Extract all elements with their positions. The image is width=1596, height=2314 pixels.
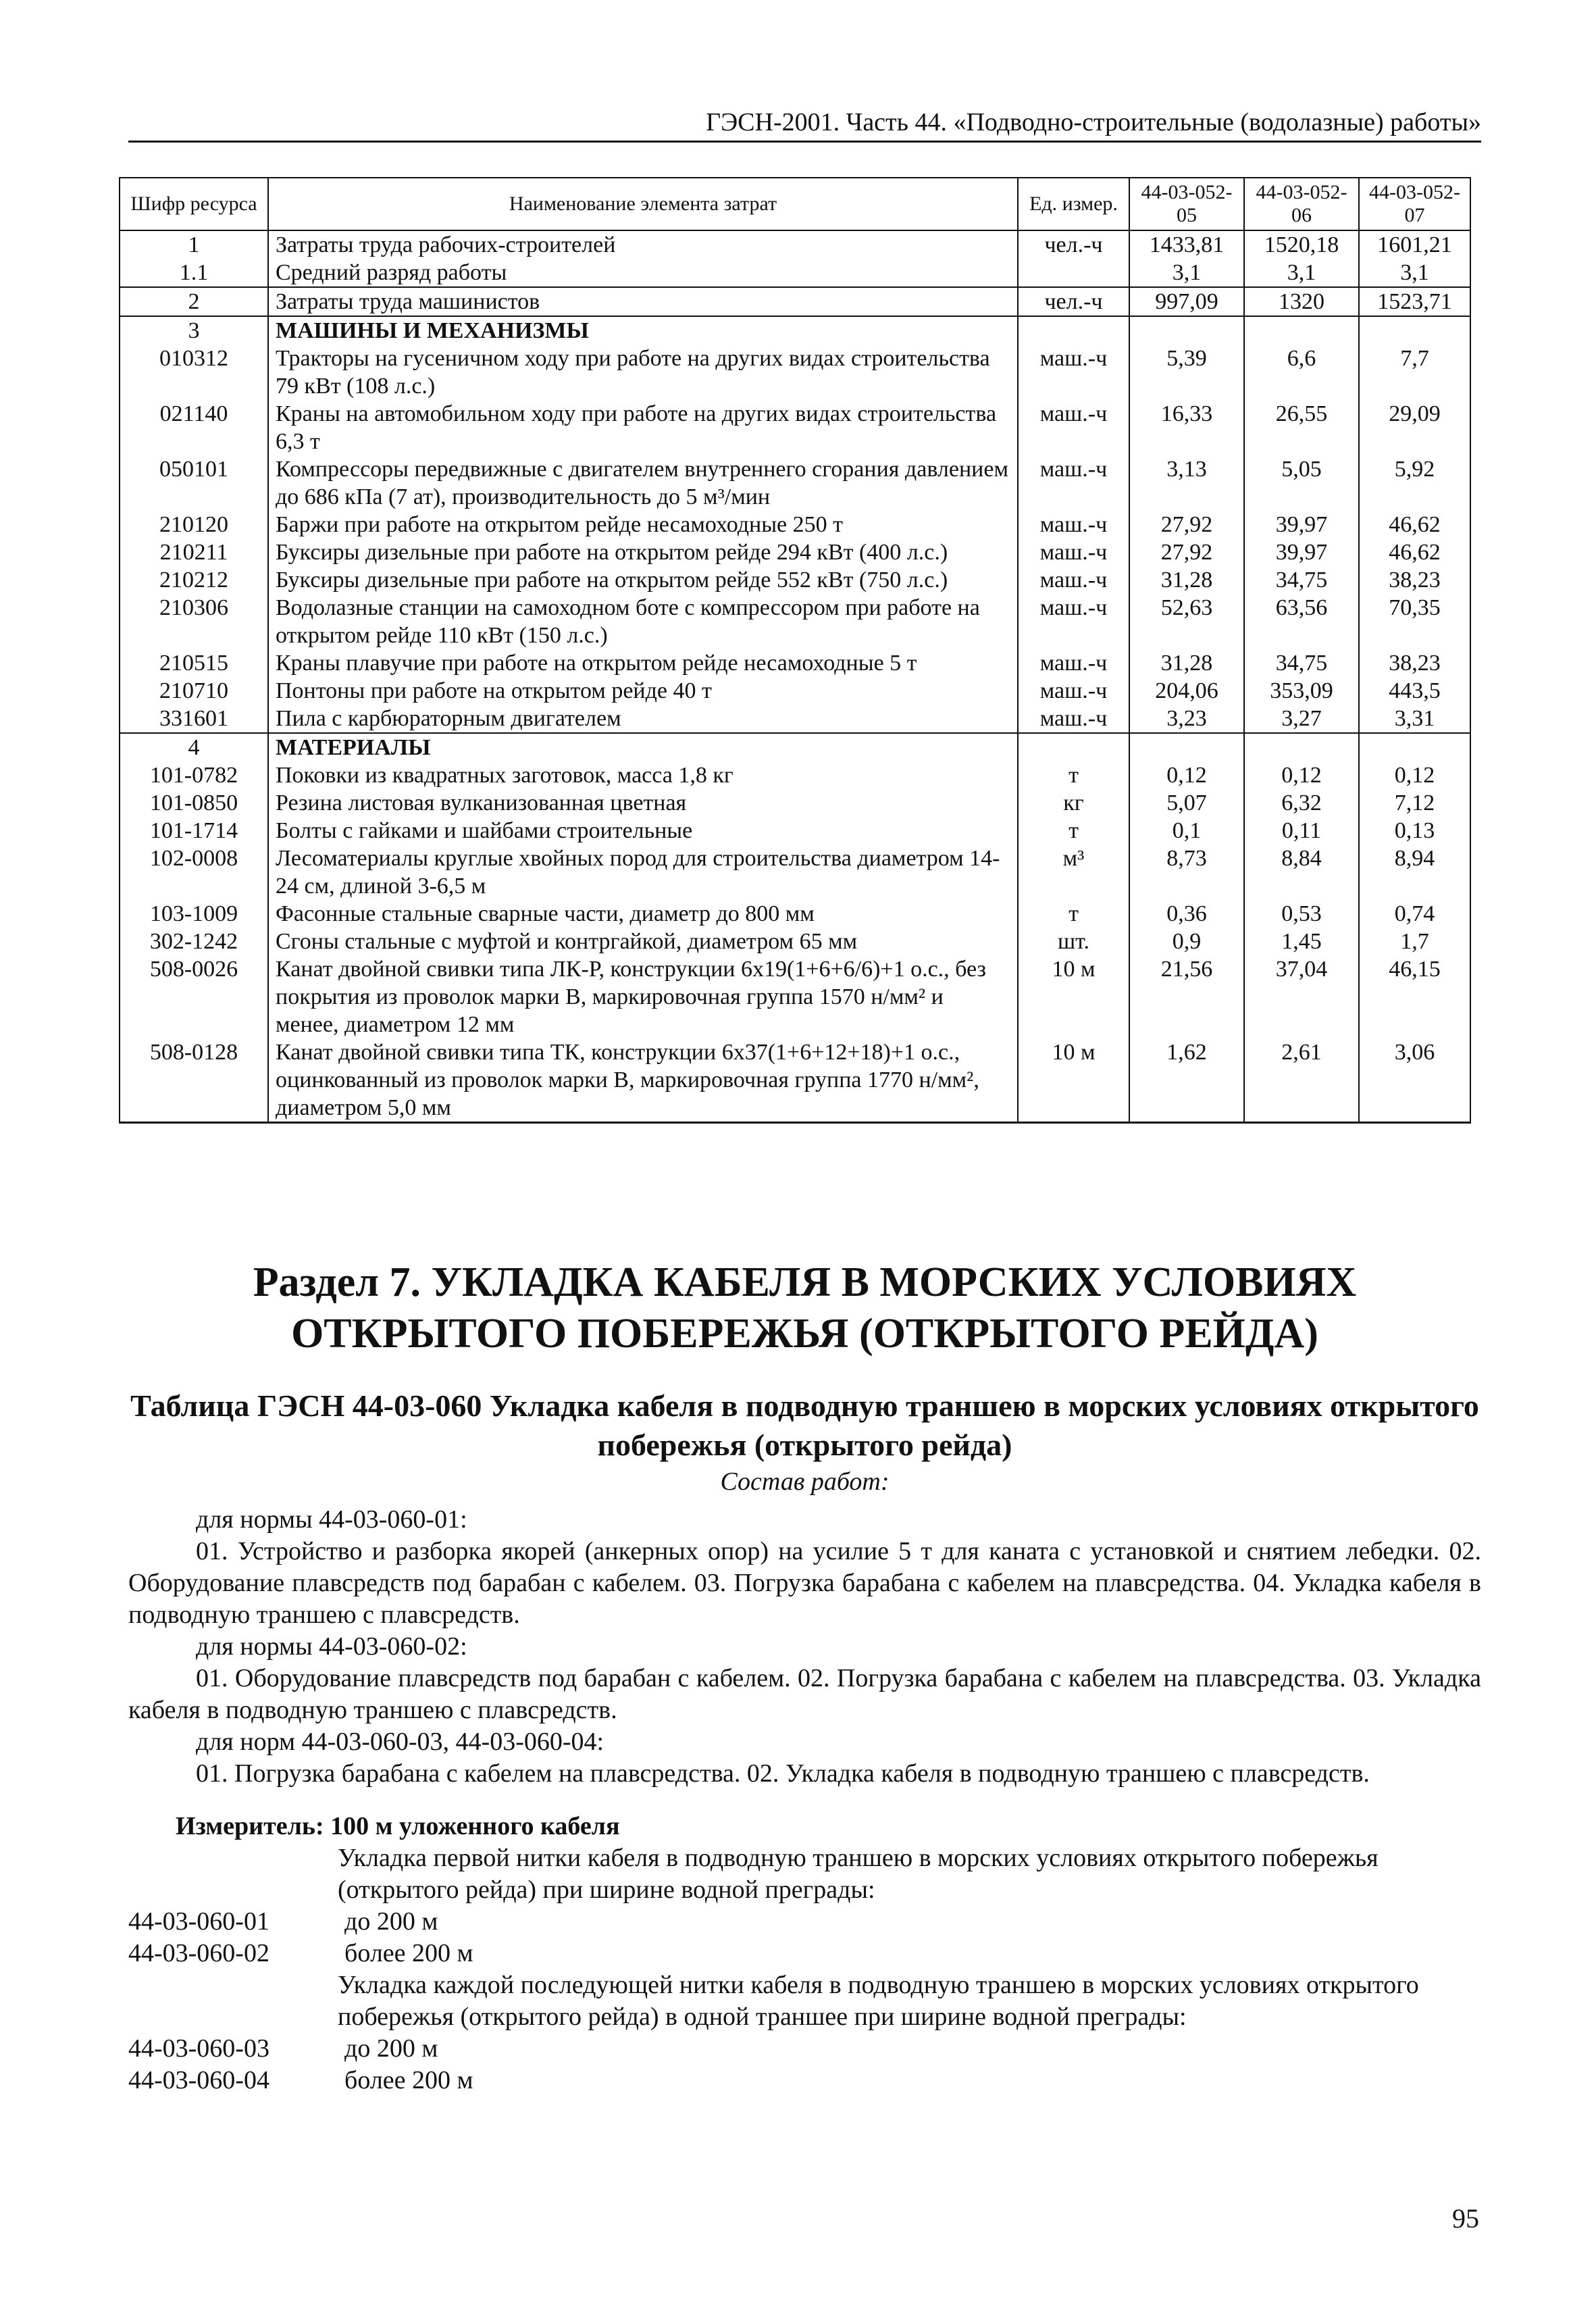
table-row — [120, 287, 1470, 316]
cell-v2 — [1244, 733, 1359, 761]
cell-code: 021140 — [120, 400, 268, 455]
norm-code-row — [128, 2033, 438, 2065]
cell-v1: 31,28 — [1129, 566, 1244, 594]
cell-v2: 39,97 — [1244, 511, 1359, 538]
cell-v1: 0,1 — [1129, 817, 1244, 845]
cell-v2: 1,45 — [1244, 928, 1359, 955]
table-row — [120, 594, 1470, 649]
header-col1: 44-03-052-05 — [1129, 178, 1244, 230]
table-row — [120, 845, 1470, 900]
cell-v1: 21,56 — [1129, 955, 1244, 1038]
cell-name: Буксиры дизельные при работе на открытом рейде 294 кВт (400 л.с.) — [268, 538, 1018, 566]
cell-v3: 38,23 — [1359, 649, 1470, 677]
cell-code: 302-1242 — [120, 928, 268, 955]
table-row — [120, 259, 1470, 287]
table-row — [120, 511, 1470, 538]
cell-name: Резина листовая вулканизованная цветная — [268, 789, 1018, 817]
cell-v2: 37,04 — [1244, 955, 1359, 1038]
cell-v3 — [1359, 733, 1470, 761]
cell-code: 1.1 — [120, 259, 268, 287]
table-row — [120, 400, 1470, 455]
cell-v1: 16,33 — [1129, 400, 1244, 455]
cell-code: 331601 — [120, 705, 268, 733]
cell-v2: 6,32 — [1244, 789, 1359, 817]
cell-unit: т — [1018, 761, 1129, 789]
cell-v3: 3,1 — [1359, 259, 1470, 287]
norm-code: 44-03-060-01 — [128, 1907, 269, 1936]
cell-unit: чел.-ч — [1018, 230, 1129, 259]
header-rule — [128, 141, 1481, 143]
section-title: Раздел 7. УКЛАДКА КАБЕЛЯ В МОРСКИХ УСЛОВИЯХ ОТКРЫТОГО ПОБЕРЕЖЬЯ (ОТКРЫТОГО РЕЙДА) — [253, 1259, 1357, 1357]
cell-unit — [1018, 316, 1129, 345]
cell-name: Фасонные стальные сварные части, диаметр до 800 мм — [268, 900, 1018, 928]
cell-unit: маш.-ч — [1018, 594, 1129, 649]
cell-unit: маш.-ч — [1018, 400, 1129, 455]
cell-v3: 5,92 — [1359, 455, 1470, 511]
table-row — [120, 789, 1470, 817]
group-description: Укладка первой нитки кабеля в подводную траншею в морских условиях открытого побережья (открытого рейда) при ширине водной преграды: — [338, 1844, 1379, 1904]
norm-code-row — [128, 1906, 438, 1938]
cell-v1 — [1129, 316, 1244, 345]
cell-code: 210306 — [120, 594, 268, 649]
cell-name: Лесоматериалы круглые хвойных пород для строительства диаметром 14-24 см, длиной 3-6,5 м — [268, 845, 1018, 900]
table-section-row — [120, 733, 1470, 761]
cell-v2: 2,61 — [1244, 1038, 1359, 1123]
cell-v1: 0,36 — [1129, 900, 1244, 928]
cell-v3: 8,94 — [1359, 845, 1470, 900]
norm-code: 44-03-060-04 — [128, 2066, 269, 2094]
cell-v3: 443,5 — [1359, 677, 1470, 705]
cell-v1: 5,07 — [1129, 789, 1244, 817]
cell-v3: 70,35 — [1359, 594, 1470, 649]
cell-v3 — [1359, 316, 1470, 345]
works-caption: Состав работ: — [720, 1467, 890, 1496]
cell-v1: 1,62 — [1129, 1038, 1244, 1123]
cell-name: Средний разряд работы — [268, 259, 1018, 287]
header-name: Наименование элемента затрат — [268, 178, 1018, 230]
table-row — [120, 230, 1470, 259]
cell-v3: 3,06 — [1359, 1038, 1470, 1123]
norm-range: до 200 м — [344, 2034, 438, 2063]
cell-code: 103-1009 — [120, 900, 268, 928]
cell-v2 — [1244, 316, 1359, 345]
cell-v2: 3,27 — [1244, 705, 1359, 733]
cell-code: 2 — [120, 287, 268, 316]
cell-v1: 27,92 — [1129, 538, 1244, 566]
cell-unit: т — [1018, 817, 1129, 845]
cell-code: 210710 — [120, 677, 268, 705]
cell-v3: 0,12 — [1359, 761, 1470, 789]
cell-code: 102-0008 — [120, 845, 268, 900]
cell-code: 050101 — [120, 455, 268, 511]
cell-unit: т — [1018, 900, 1129, 928]
cell-unit: маш.-ч — [1018, 677, 1129, 705]
norm-label: для норм 44-03-060-03, 44-03-060-04: — [196, 1728, 604, 1756]
cell-v1: 52,63 — [1129, 594, 1244, 649]
cell-v2: 63,56 — [1244, 594, 1359, 649]
cell-v3: 1,7 — [1359, 928, 1470, 955]
cell-name: Понтоны при работе на открытом рейде 40 т — [268, 677, 1018, 705]
cell-v3: 46,62 — [1359, 511, 1470, 538]
header-col3: 44-03-052-07 — [1359, 178, 1470, 230]
cell-v2: 34,75 — [1244, 649, 1359, 677]
norm-range: более 200 м — [344, 1939, 473, 1967]
cell-unit — [1018, 733, 1129, 761]
cell-unit: маш.-ч — [1018, 511, 1129, 538]
cell-name: Пила с карбюраторным двигателем — [268, 705, 1018, 733]
cell-v1: 3,13 — [1129, 455, 1244, 511]
cell-name: МАТЕРИАЛЫ — [268, 733, 1018, 761]
cell-unit: маш.-ч — [1018, 705, 1129, 733]
cell-code: 210212 — [120, 566, 268, 594]
cell-code: 101-1714 — [120, 817, 268, 845]
cell-name: Канат двойной свивки типа ЛК-Р, конструкции 6х19(1+6+6/6)+1 о.с., без покрытия из проволок марки В, маркировочная группа 1570 н/мм² и менее, диаметром 12 мм — [268, 955, 1018, 1038]
table-row — [120, 538, 1470, 566]
cell-name: Водолазные станции на самоходном боте с компрессором при работе на открытом рейде 110 кВт (150 л.с.) — [268, 594, 1018, 649]
cell-unit: маш.-ч — [1018, 649, 1129, 677]
cell-v1 — [1129, 733, 1244, 761]
cell-name: Краны плавучие при работе на открытом рейде несамоходные 5 т — [268, 649, 1018, 677]
cell-v3: 38,23 — [1359, 566, 1470, 594]
table-row — [120, 566, 1470, 594]
cell-code: 210120 — [120, 511, 268, 538]
norm-range: более 200 м — [344, 2066, 473, 2094]
table-row — [120, 649, 1470, 677]
cell-code: 210211 — [120, 538, 268, 566]
header-col2: 44-03-052-06 — [1244, 178, 1359, 230]
cell-code: 1 — [120, 230, 268, 259]
cell-v2: 0,53 — [1244, 900, 1359, 928]
cell-v2: 26,55 — [1244, 400, 1359, 455]
cell-v1: 0,9 — [1129, 928, 1244, 955]
header-code: Шифр ресурса — [120, 178, 268, 230]
cell-name: МАШИНЫ И МЕХАНИЗМЫ — [268, 316, 1018, 345]
norm-code: 44-03-060-02 — [128, 1939, 269, 1967]
cell-name: Буксиры дизельные при работе на открытом рейде 552 кВт (750 л.с.) — [268, 566, 1018, 594]
cell-code: 101-0782 — [120, 761, 268, 789]
norm-text: 01. Оборудование плавсредств под барабан с кабелем. 02. Погрузка барабана с кабелем на плавсредства. 03. Укладка кабеля в подводную траншею с плавсредств. — [128, 1664, 1481, 1724]
norm-code-row — [128, 1938, 473, 1969]
table-section-row — [120, 316, 1470, 345]
cell-v1: 3,1 — [1129, 259, 1244, 287]
cell-unit: маш.-ч — [1018, 538, 1129, 566]
cell-v1: 0,12 — [1129, 761, 1244, 789]
table-title: Таблица ГЭСН 44-03-060 Укладка кабеля в подводную траншею в морских условиях открытого побережья (открытого рейда) — [130, 1388, 1479, 1462]
cell-name: Канат двойной свивки типа ТК, конструкции 6х37(1+6+12+18)+1 о.с., оцинкованный из проволок марки В, маркировочная группа 1770 н/мм², диаметром 5,0 мм — [268, 1038, 1018, 1123]
table-row — [120, 955, 1470, 1038]
cell-unit: 10 м — [1018, 1038, 1129, 1123]
cell-v2: 1520,18 — [1244, 230, 1359, 259]
cell-v2: 39,97 — [1244, 538, 1359, 566]
table-row — [120, 900, 1470, 928]
table-row — [120, 345, 1470, 400]
running-header: ГЭСН-2001. Часть 44. «Подводно-строительные (водолазные) работы» — [706, 108, 1481, 136]
cell-name: Компрессоры передвижные с двигателем внутреннего сгорания давлением до 686 кПа (7 ат), производительность до 5 м³/мин — [268, 455, 1018, 511]
cell-code: 508-0026 — [120, 955, 268, 1038]
table-header-row — [120, 178, 1470, 230]
cell-unit: маш.-ч — [1018, 345, 1129, 400]
cell-code: 3 — [120, 316, 268, 345]
cell-name: Сгоны стальные с муфтой и контргайкой, диаметром 65 мм — [268, 928, 1018, 955]
table-row — [120, 761, 1470, 789]
cell-v3: 7,12 — [1359, 789, 1470, 817]
cell-unit: кг — [1018, 789, 1129, 817]
cell-v1: 997,09 — [1129, 287, 1244, 316]
cell-v2: 1320 — [1244, 287, 1359, 316]
cell-v1: 8,73 — [1129, 845, 1244, 900]
cell-v1: 204,06 — [1129, 677, 1244, 705]
norm-text: 01. Погрузка барабана с кабелем на плавсредства. 02. Укладка кабеля в подводную траншею с плавсредств. — [196, 1759, 1370, 1788]
group-description: Укладка каждой последующей нитки кабеля в подводную траншею в морских условиях открытого побережья (открытого рейда) в одной траншее при ширине водной преграды: — [338, 1971, 1419, 2031]
cell-v2: 8,84 — [1244, 845, 1359, 900]
norm-code: 44-03-060-03 — [128, 2034, 269, 2063]
cell-code: 010312 — [120, 345, 268, 400]
cell-v2: 34,75 — [1244, 566, 1359, 594]
cell-v1: 27,92 — [1129, 511, 1244, 538]
cell-v2: 0,12 — [1244, 761, 1359, 789]
cell-v1: 5,39 — [1129, 345, 1244, 400]
cell-v3: 46,15 — [1359, 955, 1470, 1038]
cell-name: Затраты труда машинистов — [268, 287, 1018, 316]
cell-code: 101-0850 — [120, 789, 268, 817]
cell-v3: 0,74 — [1359, 900, 1470, 928]
table-row — [120, 677, 1470, 705]
cell-name: Затраты труда рабочих-строителей — [268, 230, 1018, 259]
cell-v3: 1523,71 — [1359, 287, 1470, 316]
norm-text: 01. Устройство и разборка якорей (анкерных опор) на усилие 5 т для каната с установкой и снятием лебедки. 02. Оборудование плавсредств под барабан с кабелем. 03. Погрузка барабана с кабелем на плавсредства. 04. Укладка кабеля в подводную траншею с плавсредств. — [128, 1537, 1481, 1629]
cell-v3: 46,62 — [1359, 538, 1470, 566]
cell-v1: 31,28 — [1129, 649, 1244, 677]
cell-code: 508-0128 — [120, 1038, 268, 1123]
cell-name: Краны на автомобильном ходу при работе на других видах строительства 6,3 т — [268, 400, 1018, 455]
cell-v3: 3,31 — [1359, 705, 1470, 733]
cell-unit: чел.-ч — [1018, 287, 1129, 316]
cell-v3: 0,13 — [1359, 817, 1470, 845]
cell-v3: 1601,21 — [1359, 230, 1470, 259]
table-row — [120, 1038, 1470, 1123]
table-row — [120, 455, 1470, 511]
cell-unit: маш.-ч — [1018, 455, 1129, 511]
norm-label: для нормы 44-03-060-01: — [196, 1505, 467, 1534]
page-number: 95 — [1452, 2203, 1479, 2234]
cell-v2: 0,11 — [1244, 817, 1359, 845]
cell-v2: 353,09 — [1244, 677, 1359, 705]
cell-unit: маш.-ч — [1018, 566, 1129, 594]
cell-v2: 6,6 — [1244, 345, 1359, 400]
norm-range: до 200 м — [344, 1907, 438, 1936]
header-unit: Ед. измер. — [1018, 178, 1129, 230]
table-row — [120, 705, 1470, 733]
table-row — [120, 928, 1470, 955]
cell-v2: 3,1 — [1244, 259, 1359, 287]
resources-table — [119, 177, 1471, 1124]
cell-v2: 5,05 — [1244, 455, 1359, 511]
cell-code: 4 — [120, 733, 268, 761]
cell-unit: 10 м — [1018, 955, 1129, 1038]
cell-name: Баржи при работе на открытом рейде несамоходные 250 т — [268, 511, 1018, 538]
cell-unit: м³ — [1018, 845, 1129, 900]
cell-unit: шт. — [1018, 928, 1129, 955]
cell-v3: 7,7 — [1359, 345, 1470, 400]
cell-name: Болты с гайками и шайбами строительные — [268, 817, 1018, 845]
cell-name: Поковки из квадратных заготовок, масса 1,8 кг — [268, 761, 1018, 789]
cell-code: 210515 — [120, 649, 268, 677]
cell-v1: 3,23 — [1129, 705, 1244, 733]
cell-name: Тракторы на гусеничном ходу при работе на других видах строительства 79 кВт (108 л.с.) — [268, 345, 1018, 400]
cell-unit — [1018, 259, 1129, 287]
cell-v3: 29,09 — [1359, 400, 1470, 455]
norm-label: для нормы 44-03-060-02: — [196, 1632, 467, 1661]
norm-code-row — [128, 2065, 473, 2096]
table-row — [120, 817, 1470, 845]
cell-v1: 1433,81 — [1129, 230, 1244, 259]
measure-unit: Измеритель: 100 м уложенного кабеля — [176, 1812, 620, 1840]
